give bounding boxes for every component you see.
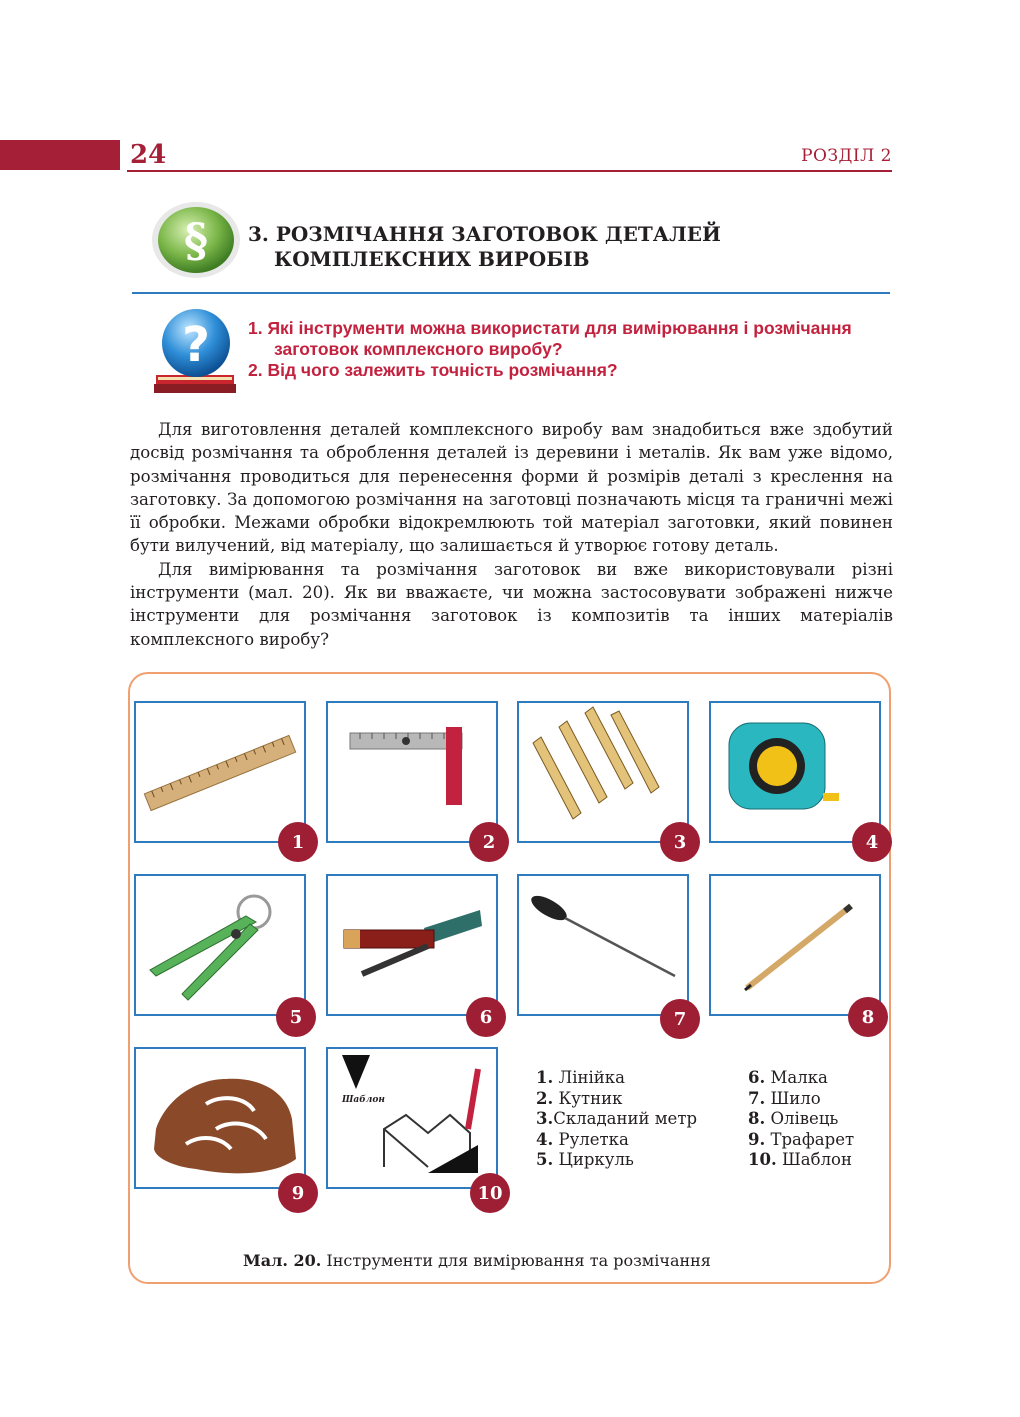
tile-template [326, 1047, 498, 1189]
caption-text: Інструменти для вимірювання та розмічання [321, 1251, 711, 1270]
ruler-icon [136, 703, 304, 841]
svg-text:§: § [183, 213, 209, 267]
legend-item: 5. Циркуль [536, 1150, 634, 1169]
header-bar [0, 140, 120, 170]
folding-rule-icon [519, 703, 687, 841]
svg-text:?: ? [182, 317, 210, 373]
horse-stencil-icon [136, 1049, 304, 1187]
pencil-icon [711, 876, 879, 1014]
badge-8: 8 [848, 997, 888, 1037]
section-title-line1: 3. РОЗМІЧАННЯ ЗАГОТОВОК ДЕТАЛЕЙ [248, 222, 721, 246]
legend-item: 3.Складаний метр [536, 1109, 698, 1128]
badge-6: 6 [466, 997, 506, 1037]
title-rule [132, 292, 890, 294]
page-number: 24 [130, 140, 167, 170]
header-rule [127, 170, 892, 172]
legend-item: 6. Малка [748, 1068, 828, 1087]
question-1-line2: заготовок комплексного виробу? [274, 339, 563, 359]
badge-5: 5 [276, 997, 316, 1037]
legend-item: 7. Шило [748, 1088, 821, 1108]
tape-measure-icon [711, 703, 879, 841]
legend-item: 1. Лінійка [536, 1068, 625, 1087]
badge-9: 9 [278, 1173, 318, 1213]
tile-bevel [326, 874, 498, 1016]
badge-7: 7 [660, 999, 700, 1039]
paragraph-section-icon [150, 200, 242, 280]
tile-folding-rule [517, 701, 689, 843]
tile-ruler [134, 701, 306, 843]
caption-label: Мал. 20. [243, 1251, 322, 1270]
compass-icon [136, 876, 304, 1014]
awl-icon [519, 876, 687, 1014]
tile-awl [517, 874, 689, 1016]
legend-item: 2. Кутник [536, 1088, 623, 1108]
badge-1: 1 [278, 822, 318, 862]
question-2: 2. Від чого залежить точність розмічання? [248, 360, 618, 380]
tile-tape-measure [709, 701, 881, 843]
legend-item: 8. Олівець [748, 1109, 839, 1128]
paragraph-1: Для виготовлення деталей комплексного виробу вам знадобиться вже здобутий досвід розмічання та оброблення деталей із деревини і металів. Як вам уже відомо, розмічання проводиться для перенесення форми й розмірів деталі з креслення на заготовку. За допомогою розмічання на заготовці позначають місця та граничні межі її обробки. Межами обробки відокремлюють той матеріал заготовки, який повинен бути вилучений, від матеріалу, що залишається й утворює готову деталь. [130, 420, 893, 556]
badge-2: 2 [469, 822, 509, 862]
section-label: РОЗДІЛ 2 [801, 146, 892, 166]
figure-caption [243, 1251, 711, 1270]
legend-item: 9. Трафарет [748, 1129, 855, 1149]
question-globe-icon [150, 305, 242, 395]
try-square-icon [328, 703, 496, 841]
badge-10: 10 [470, 1173, 510, 1213]
tile-compass [134, 874, 306, 1016]
badge-3: 3 [660, 822, 700, 862]
sliding-bevel-icon [328, 876, 496, 1014]
review-questions [248, 318, 908, 381]
paragraph-2: Для вимірювання та розмічання заготовок ви вже використовували різні інструменти (мал. 20). Як ви вважаєте, чи можна застосовувати зображені нижче інструменти для розмічання заготовок із композитів та інших матеріалів комплексного виробу? [130, 559, 893, 649]
legend-item: 10. Шаблон [748, 1150, 852, 1169]
body-text [130, 418, 893, 651]
tile-square [326, 701, 498, 843]
section-title [248, 222, 848, 272]
legend-left [536, 1068, 697, 1171]
badge-4: 4 [852, 822, 892, 862]
tile-pencil [709, 874, 881, 1016]
template-icon [328, 1049, 496, 1187]
template-label: Шаблон [342, 1095, 385, 1105]
question-1-line1: 1. Які інструменти можна використати для вимірювання і розмічання [248, 318, 852, 338]
legend-item: 4. Рулетка [536, 1129, 629, 1149]
section-title-line2: КОМПЛЕКСНИХ ВИРОБІВ [274, 247, 590, 271]
tile-stencil [134, 1047, 306, 1189]
legend-right [748, 1068, 854, 1171]
